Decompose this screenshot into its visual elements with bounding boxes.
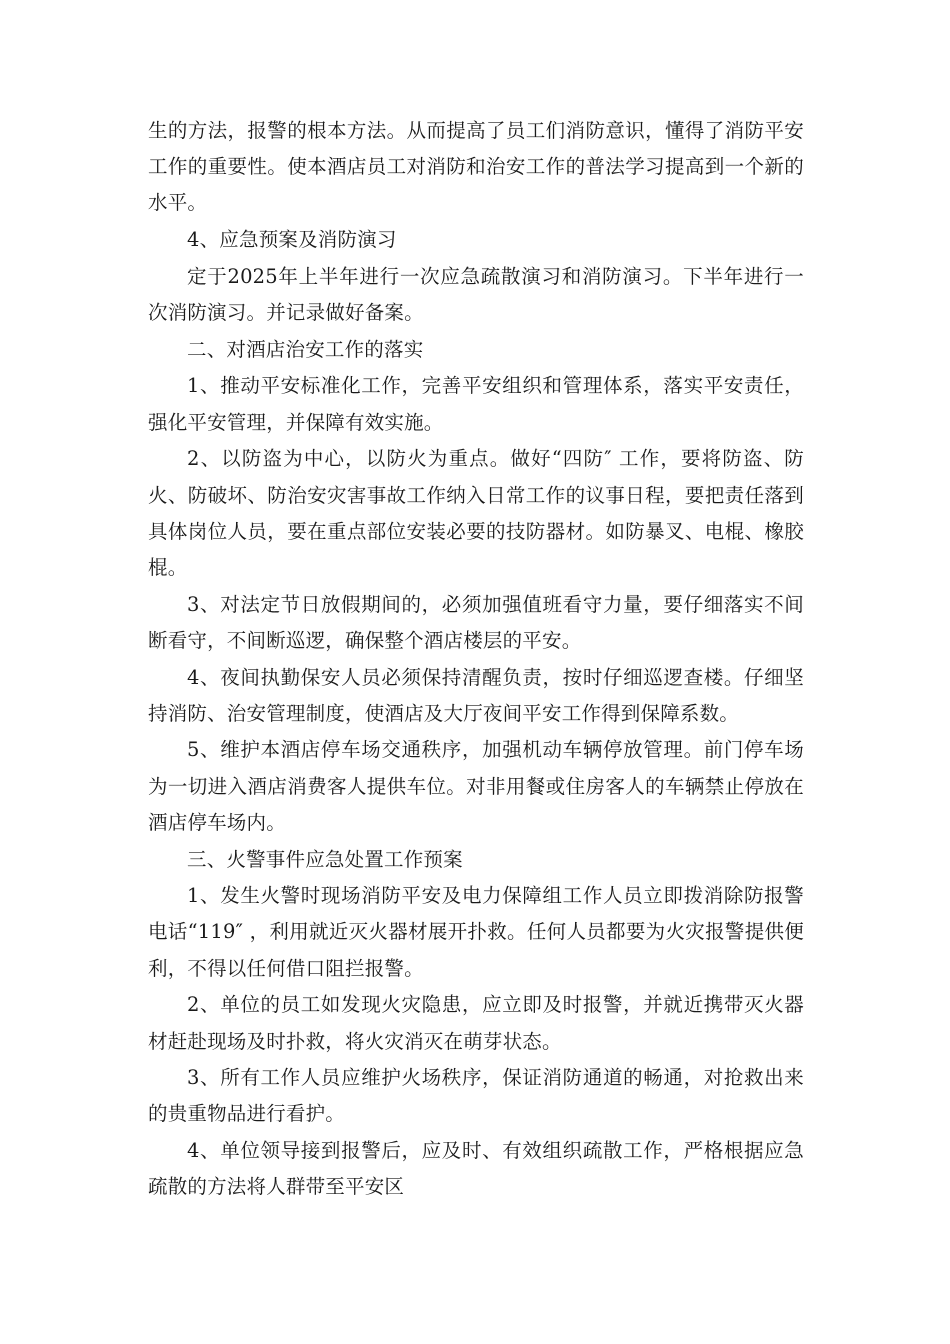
paragraph-fire-item-3: 3、所有工作人员应维护火场秩序，保证消防通道的畅通，对抢救出来的贵重物品进行看护。 — [148, 1066, 804, 1126]
paragraph-item-2: 2、以防盗为中心，以防火为重点。做好“四防″ 工作，要将防盗、防火、防破坏、防治安灾害事故工作纳入日常工作的议事日程，要把责任落到具体岗位人员，要在重点部位安装必要的技防器材。如防暴叉、电棍、橡胶棍。 — [148, 447, 804, 579]
paragraph-fire-item-2: 2、单位的员工如发现火灾隐患，应立即及时报警，并就近携带灭火器材赶赴现场及时扑救，将火灾消灭在萌芽状态。 — [148, 993, 804, 1053]
paragraph-fire-item-1: 1、发生火警时现场消防平安及电力保障组工作人员立即拨消除防报警电话“119″ ，利用就近灭火器材展开扑救。任何人员都要为火灾报警提供便利，不得以任何借口阻拦报警。 — [148, 884, 804, 980]
paragraph-item-5: 5、维护本酒店停车场交通秩序，加强机动车辆停放管理。前门停车场为一切进入酒店消费客人提供车位。对非用餐或住房客人的车辆禁止停放在酒店停车场内。 — [148, 738, 804, 834]
document-body — [148, 113, 804, 1206]
section-heading-drill: 4、应急预案及消防演习 — [187, 228, 397, 252]
section-heading-security: 二、对酒店治安工作的落实 — [187, 337, 424, 361]
paragraph-continued: 生的方法，报警的根本方法。从而提高了员工们消防意识，懂得了消防平安工作的重要性。使本酒店员工对消防和治安工作的普法学习提高到一个新的水平。 — [148, 119, 804, 215]
paragraph-fire-item-4: 4、单位领导接到报警后，应及时、有效组织疏散工作，严格根据应急疏散的方法将人群带至平安区 — [148, 1139, 804, 1199]
paragraph-item-1: 1、推动平安标准化工作，完善平安组织和管理体系，落实平安责任，强化平安管理，并保障有效实施。 — [148, 374, 804, 434]
section-heading-fire-plan: 三、火警事件应急处置工作预案 — [187, 847, 463, 871]
paragraph-item-4: 4、夜间执勤保安人员必须保持清醒负责，按时仔细巡逻查楼。仔细坚持消防、治安管理制度，使酒店及大厅夜间平安工作得到保障系数。 — [148, 665, 804, 725]
paragraph-item-3: 3、对法定节日放假期间的，必须加强值班看守力量，要仔细落实不间断看守，不间断巡逻，确保整个酒店楼层的平安。 — [148, 592, 804, 652]
paragraph-drill-plan: 定于2025年上半年进行一次应急疏散演习和消防演习。下半年进行一次消防演习。并记录做好备案。 — [148, 264, 804, 325]
